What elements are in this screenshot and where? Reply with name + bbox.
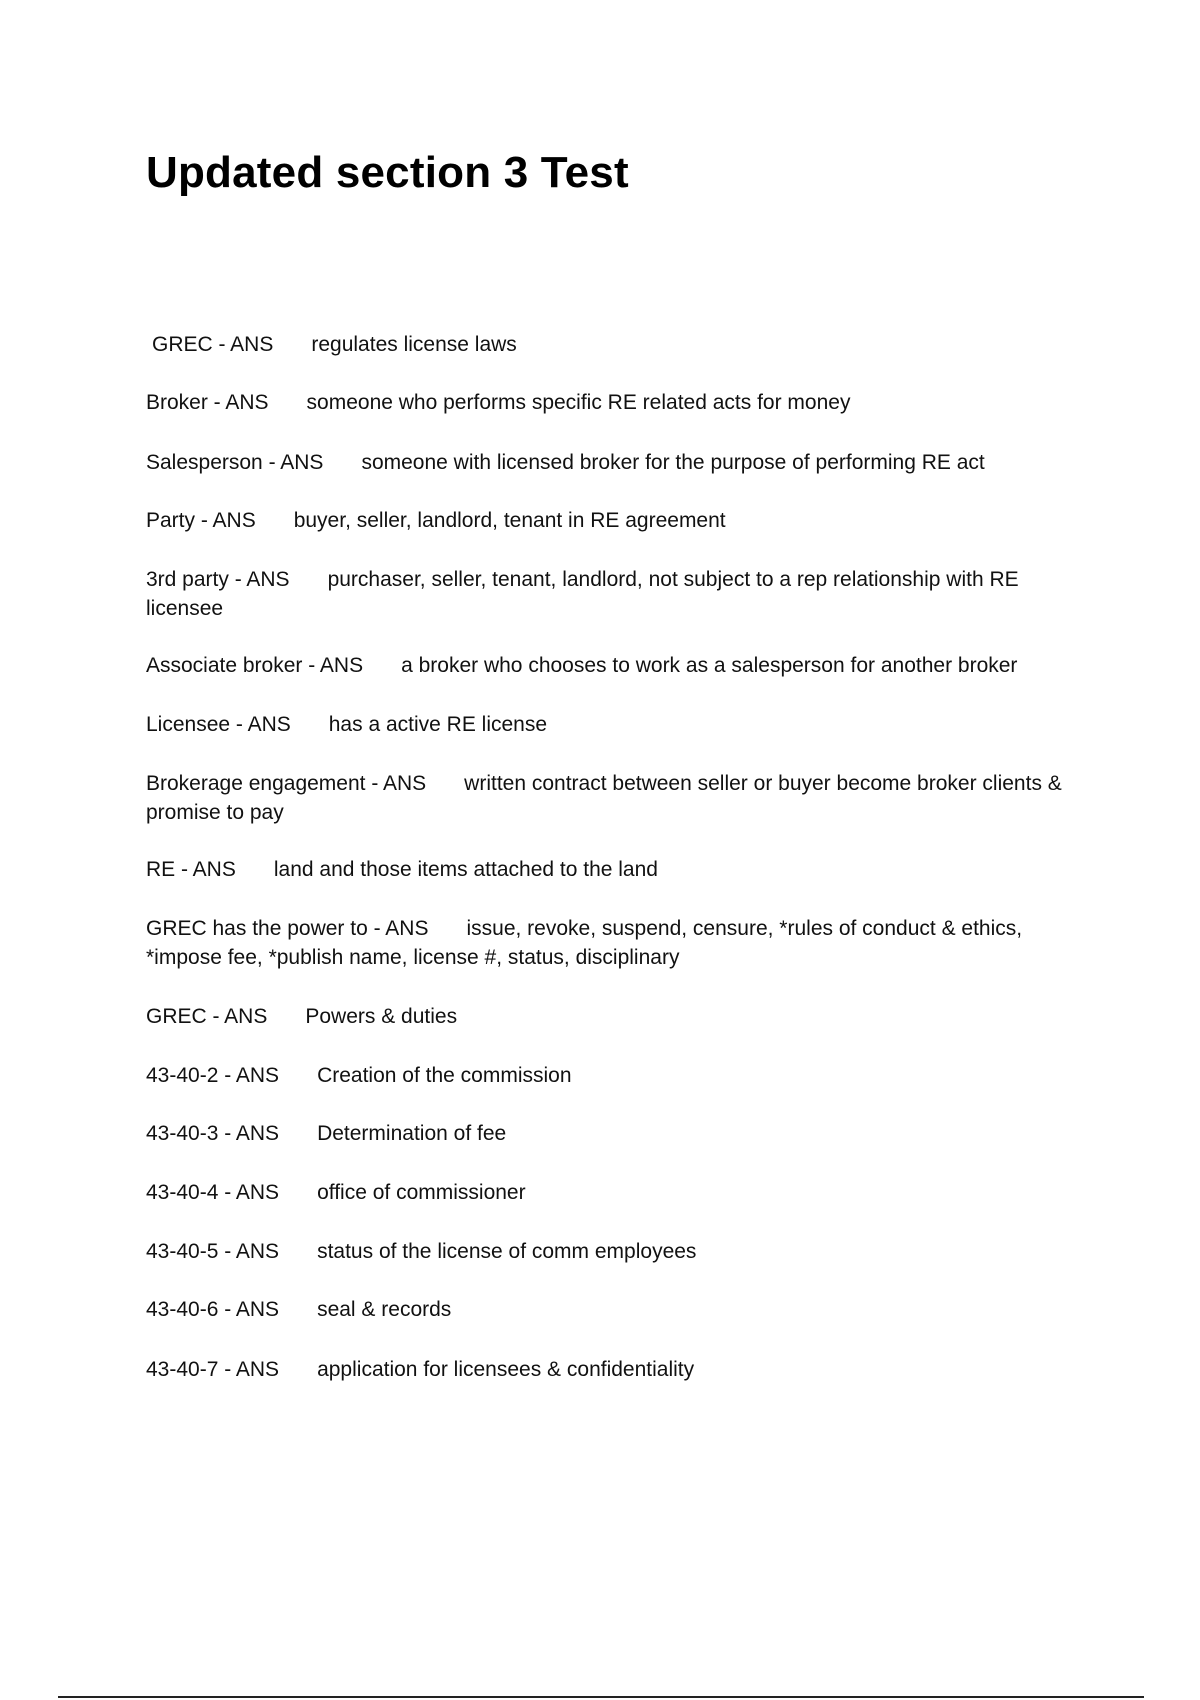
qa-definition: a broker who chooses to work as a salesperson for another broker xyxy=(401,654,1018,677)
qa-item xyxy=(146,1237,1086,1266)
page-title: Updated section 3 Test xyxy=(146,148,629,197)
qa-term: RE - ANS xyxy=(146,858,236,881)
qa-definition: Determination of fee xyxy=(317,1122,507,1145)
qa-item xyxy=(146,914,1086,972)
qa-definition: issue, revoke, suspend, censure, *rules of conduct & ethics, *impose fee, *publish name, license #, status, disciplinary xyxy=(146,917,1023,969)
qa-item xyxy=(146,855,1086,884)
qa-term: Licensee - ANS xyxy=(146,713,291,736)
qa-definition: written contract between seller or buyer become broker clients & promise to pay xyxy=(146,772,1062,824)
qa-definition: someone with licensed broker for the purpose of performing RE act xyxy=(361,451,985,474)
qa-term: 43-40-5 - ANS xyxy=(146,1240,280,1263)
qa-term: 43-40-3 - ANS xyxy=(146,1122,280,1145)
qa-definition: has a active RE license xyxy=(328,713,548,736)
qa-item xyxy=(146,1295,1086,1324)
qa-definition: regulates license laws xyxy=(311,333,517,356)
qa-definition: someone who performs specific RE related acts for money xyxy=(306,391,851,414)
qa-item xyxy=(146,1355,1086,1384)
qa-term: 43-40-6 - ANS xyxy=(146,1298,280,1321)
qa-term: Brokerage engagement - ANS xyxy=(146,772,427,795)
qa-definition: office of commissioner xyxy=(317,1181,526,1204)
qa-item xyxy=(146,1002,1086,1031)
qa-item xyxy=(146,448,1086,477)
qa-item xyxy=(146,1061,1086,1090)
qa-term: Associate broker - ANS xyxy=(146,654,364,677)
qa-item xyxy=(146,1119,1086,1148)
qa-item xyxy=(146,651,1086,680)
qa-term: 43-40-4 - ANS xyxy=(146,1181,280,1204)
qa-definition: status of the license of comm employees xyxy=(317,1240,697,1263)
qa-term: GREC - ANS xyxy=(152,333,274,356)
qa-term: Broker - ANS xyxy=(146,391,269,414)
qa-item xyxy=(146,388,1086,417)
qa-definition: purchaser, seller, tenant, landlord, not subject to a rep relationship with RE licensee xyxy=(146,568,1019,620)
page-bottom-divider xyxy=(58,1696,1144,1698)
qa-term: 43-40-2 - ANS xyxy=(146,1064,280,1087)
qa-term: GREC has the power to - ANS xyxy=(146,917,429,940)
qa-item xyxy=(146,565,1086,623)
qa-definition: buyer, seller, landlord, tenant in RE agreement xyxy=(293,509,726,532)
qa-definition: land and those items attached to the land xyxy=(273,858,658,881)
qa-item xyxy=(146,710,1086,739)
qa-definition: seal & records xyxy=(317,1298,452,1321)
qa-item xyxy=(146,769,1086,827)
qa-term: 43-40-7 - ANS xyxy=(146,1358,280,1381)
qa-term: Salesperson - ANS xyxy=(146,451,324,474)
qa-item xyxy=(146,1178,1086,1207)
qa-definition: application for licensees & confidentiality xyxy=(317,1358,695,1381)
qa-item xyxy=(146,506,1086,535)
qa-definition: Powers & duties xyxy=(305,1005,458,1028)
qa-term: Party - ANS xyxy=(146,509,256,532)
qa-term: 3rd party - ANS xyxy=(146,568,290,591)
qa-definition: Creation of the commission xyxy=(317,1064,572,1087)
qa-item xyxy=(146,330,1086,359)
qa-term: GREC - ANS xyxy=(146,1005,268,1028)
